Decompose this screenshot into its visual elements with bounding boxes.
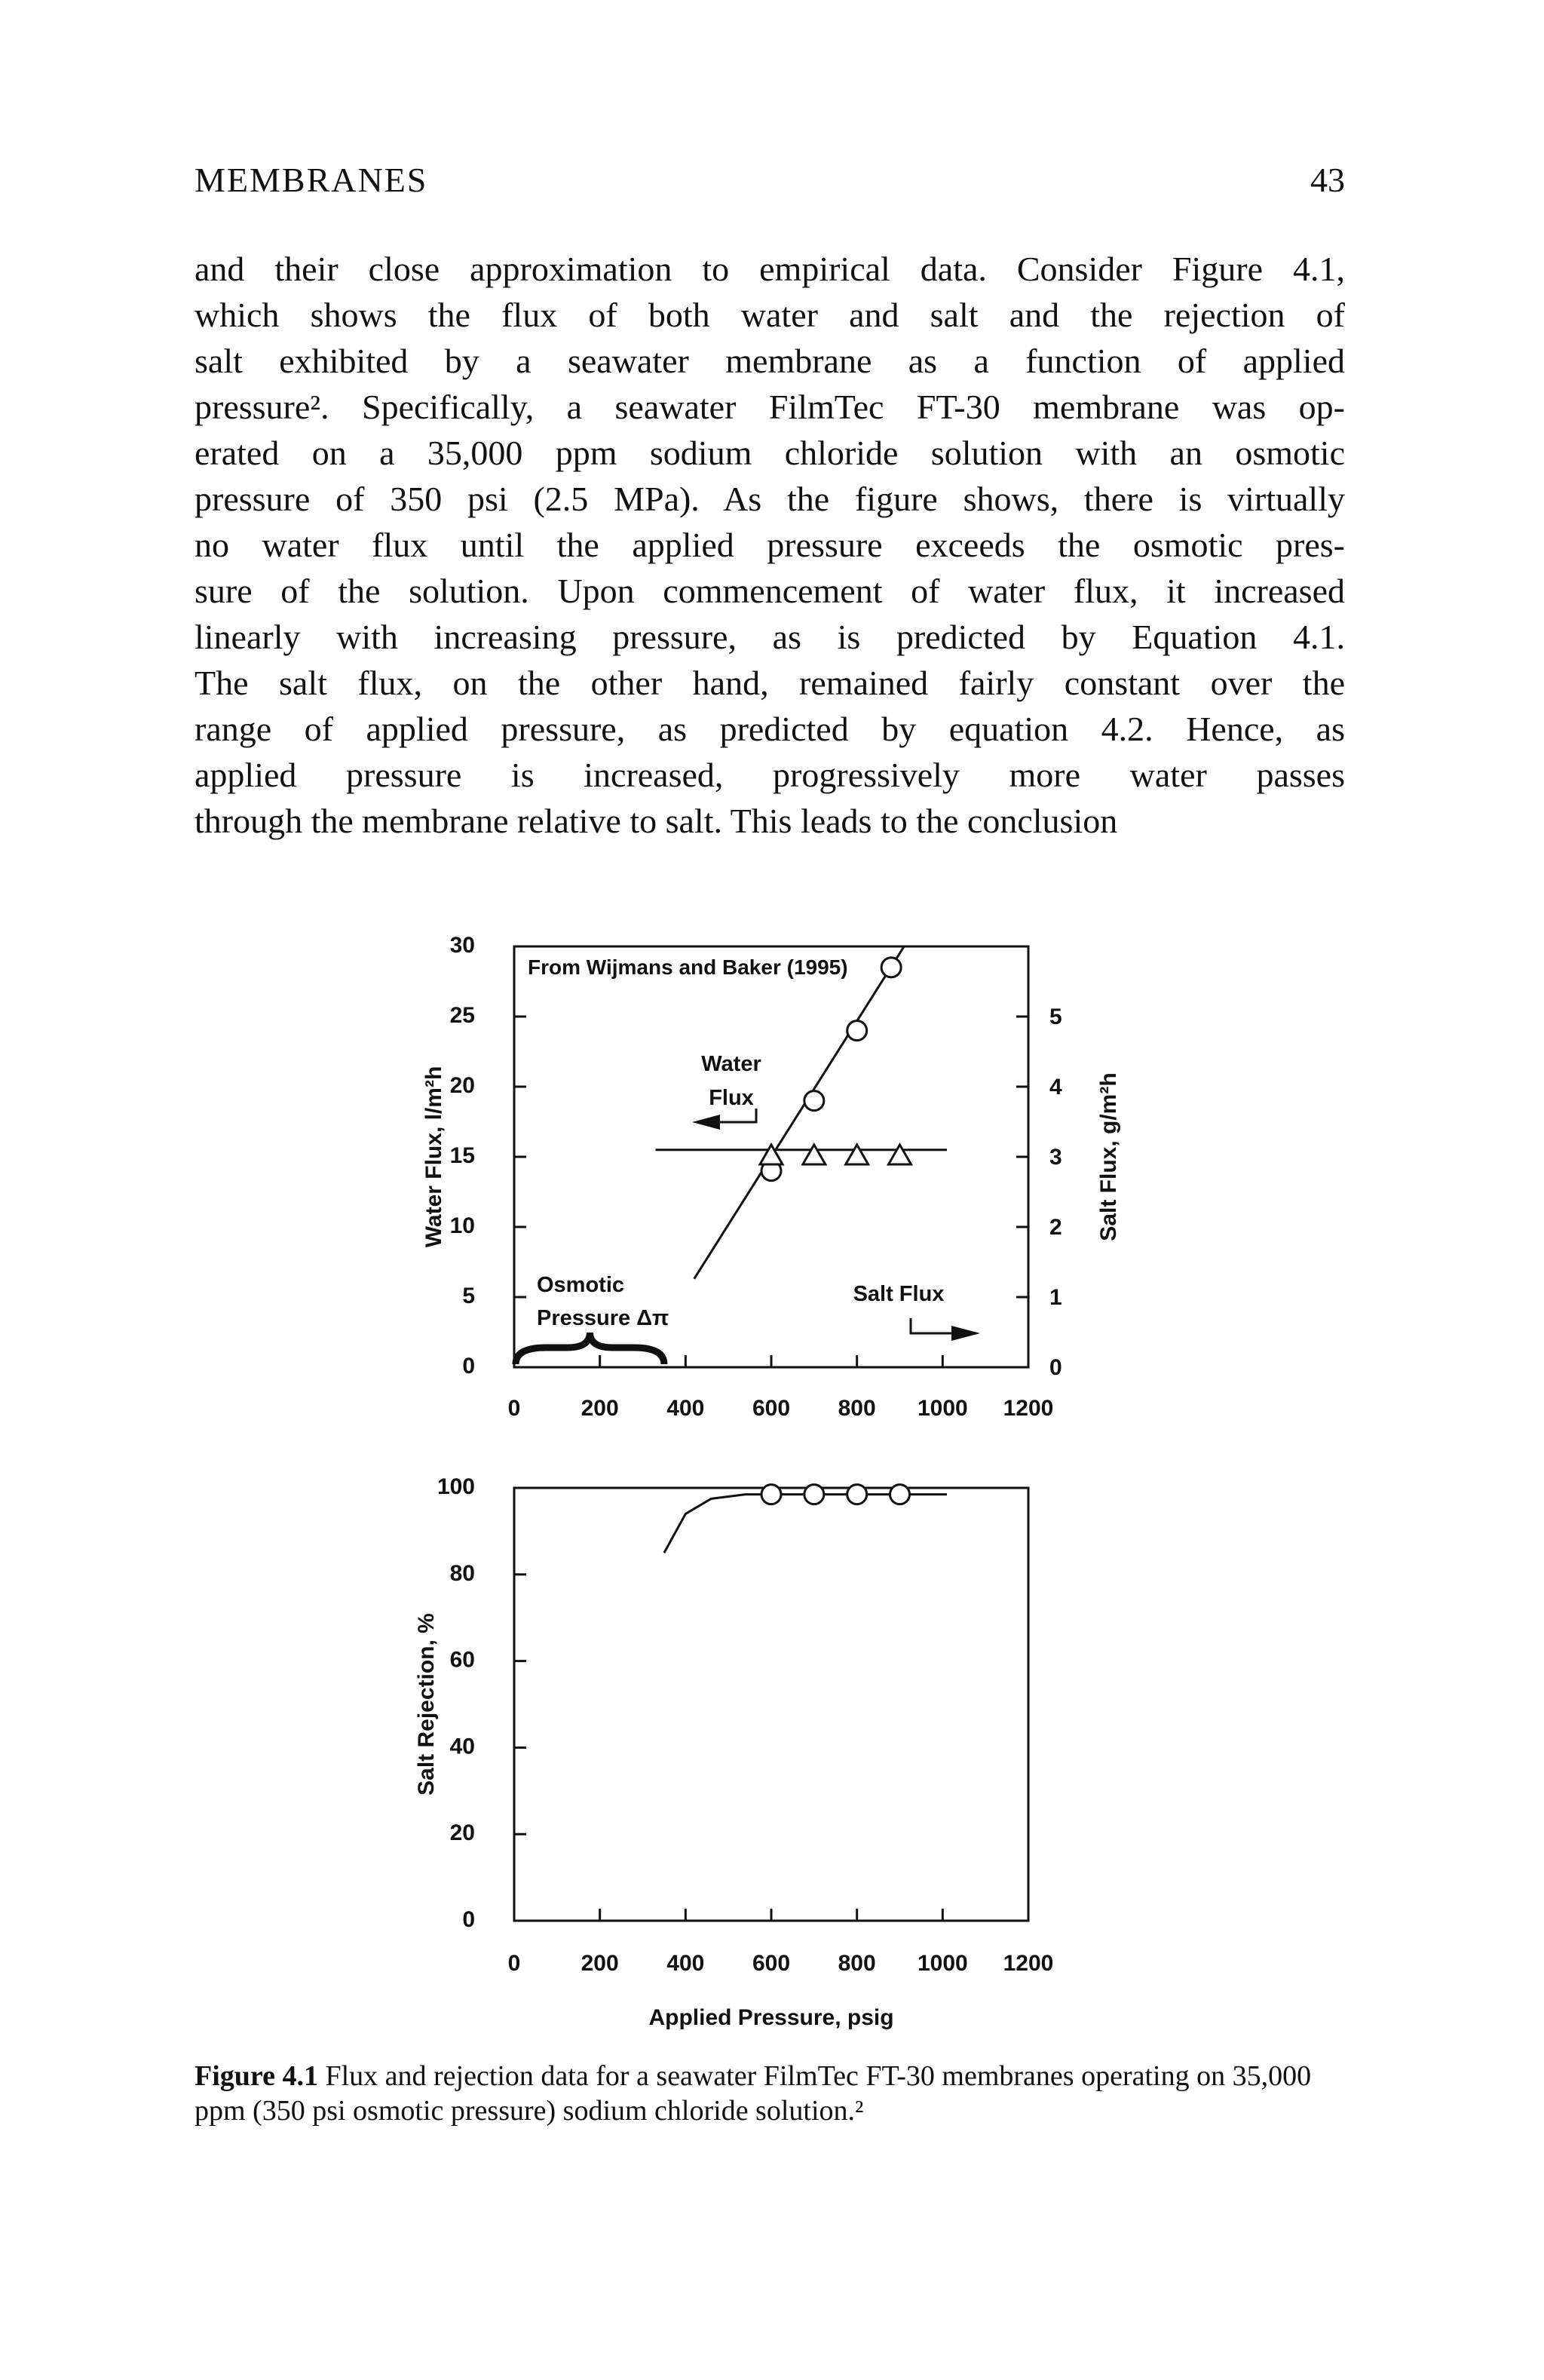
body-line: range of applied pressure, as predicted by equation 4.2. Hence, as [195, 710, 1345, 748]
top-y-tick-label: 30 [449, 933, 475, 958]
bottom-y-tick-label: 100 [437, 1474, 475, 1499]
salt-flux-point [846, 1145, 868, 1164]
top-y-axis-label: Water Flux, l/m²h [421, 1066, 446, 1248]
water-flux-arrow-shaft [720, 1109, 756, 1122]
osmotic-pressure-brace [516, 1333, 664, 1364]
caption-label: Figure 4.1 [195, 2060, 318, 2092]
top-x-tick-label: 1000 [917, 1396, 968, 1421]
salt-rejection-point [804, 1485, 824, 1504]
bottom-x-tick-label: 800 [838, 1951, 876, 1976]
source-note: From Wijmans and Baker (1995) [528, 955, 848, 979]
top-x-tick-label: 400 [666, 1396, 705, 1421]
salt-rejection-point [761, 1485, 781, 1504]
salt-rejection-point [890, 1485, 910, 1504]
caption-text: Flux and rejection data for a seawater FilmTec FT-30 membranes operating on 35,000 ppm (350 psi osmotic pressure) sodium chloride solution.² [195, 2060, 1312, 2127]
salt-flux-point [889, 1145, 911, 1164]
body-line: erated on a 35,000 ppm sodium chloride solution with an osmotic [195, 434, 1345, 472]
body-line: no water flux until the applied pressure exceeds the osmotic pres- [195, 526, 1345, 564]
top-x-tick-label: 1200 [1003, 1396, 1054, 1421]
water-flux-label: Flux [709, 1086, 754, 1110]
bottom-x-tick-label: 1000 [917, 1951, 968, 1976]
top-y2-tick-label: 1 [1049, 1285, 1062, 1310]
bottom-y-tick-label: 20 [449, 1820, 475, 1846]
top-y2-tick-label: 5 [1049, 1004, 1062, 1029]
salt-flux-label: Salt Flux [853, 1282, 945, 1306]
body-line: salt exhibited by a seawater membrane as a function of applied [195, 342, 1345, 380]
bottom-x-tick-label: 1200 [1003, 1951, 1054, 1976]
bottom-x-axis-label: Applied Pressure, psig [648, 2005, 894, 2030]
bottom-y-axis-label: Salt Rejection, % [414, 1613, 439, 1796]
water-flux-arrowhead [692, 1115, 720, 1130]
top-y2-tick-label: 2 [1049, 1215, 1062, 1240]
body-line: which shows the flux of both water and salt and the rejection of [195, 296, 1345, 334]
top-y2-tick-label: 4 [1049, 1075, 1062, 1100]
body-line: pressure². Specifically, a seawater FilmTec FT-30 membrane was op- [195, 388, 1345, 426]
top-y-tick-label: 10 [449, 1213, 475, 1238]
bottom-x-tick-label: 200 [581, 1951, 619, 1976]
top-y2-axis-label: Salt Flux, g/m²h [1096, 1072, 1121, 1241]
salt-flux-point [760, 1145, 783, 1164]
water-flux-point [804, 1091, 824, 1111]
top-x-tick-label: 0 [507, 1396, 521, 1421]
top-y-tick-label: 5 [462, 1284, 475, 1308]
running-head: MEMBRANES [195, 161, 428, 199]
top-y-tick-label: 15 [449, 1143, 475, 1168]
top-x-tick-label: 800 [838, 1396, 876, 1421]
body-line: The salt flux, on the other hand, remained fairly constant over the [195, 664, 1345, 702]
salt-flux-arrow-shaft [911, 1318, 951, 1333]
bottom-plot-frame [514, 1488, 1028, 1921]
salt-rejection-point [847, 1485, 867, 1504]
top-x-tick-label: 600 [752, 1396, 791, 1421]
figure-caption [195, 2059, 1345, 2128]
bottom-y-tick-label: 80 [449, 1560, 475, 1586]
water-flux-label: Water [701, 1052, 761, 1076]
bottom-x-tick-label: 0 [507, 1951, 521, 1976]
bottom-y-tick-label: 0 [462, 1907, 475, 1932]
body-line: through the membrane relative to salt. This leads to the conclusion [195, 802, 1118, 840]
water-flux-line [694, 946, 904, 1279]
body-line: sure of the solution. Upon commencement of water flux, it increased [195, 572, 1345, 610]
top-y-tick-label: 25 [449, 1003, 475, 1028]
bottom-x-tick-label: 400 [666, 1951, 705, 1976]
top-y2-tick-label: 3 [1049, 1145, 1062, 1170]
bottom-y-tick-label: 40 [449, 1734, 475, 1759]
water-flux-point [847, 1021, 867, 1041]
body-line: linearly with increasing pressure, as is predicted by Equation 4.1. [195, 618, 1345, 656]
salt-flux-arrowhead [951, 1326, 980, 1341]
bottom-y-tick-label: 60 [449, 1647, 475, 1673]
body-line: and their close approximation to empirical data. Consider Figure 4.1, [195, 250, 1345, 288]
body-line: applied pressure is increased, progressively more water passes [195, 756, 1345, 794]
osmotic-pressure-label: Pressure Δπ [537, 1306, 669, 1330]
osmotic-pressure-label: Osmotic [537, 1273, 625, 1297]
water-flux-point [881, 958, 901, 977]
top-y-tick-label: 20 [449, 1073, 475, 1098]
page-number: 43 [1310, 161, 1345, 199]
salt-flux-point [803, 1145, 826, 1164]
top-x-tick-label: 200 [581, 1396, 619, 1421]
top-y-tick-label: 0 [462, 1354, 475, 1379]
body-line: pressure of 350 psi (2.5 MPa). As the figure shows, there is virtually [195, 480, 1345, 518]
top-y2-tick-label: 0 [1049, 1355, 1062, 1380]
bottom-x-tick-label: 600 [752, 1951, 791, 1976]
